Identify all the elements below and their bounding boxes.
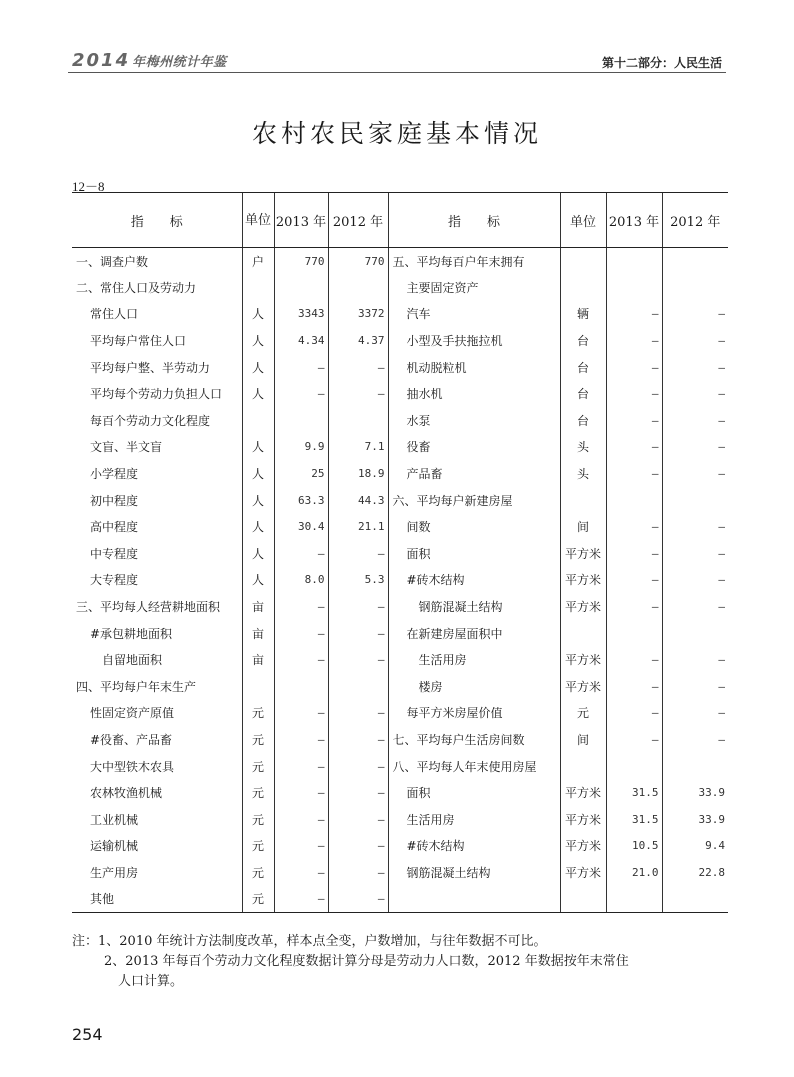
row-value-2012-right: – [662, 726, 728, 753]
row-indicator-right: 钢筋混凝土结构 [388, 859, 560, 886]
row-value-2012-right: – [662, 593, 728, 620]
row-value-2012-right [662, 487, 728, 514]
table-row [72, 779, 728, 806]
row-value-2013-left: – [274, 753, 328, 780]
row-unit-right: 台 [560, 380, 606, 407]
row-unit-left [242, 274, 274, 301]
row-indicator-left: 大专程度 [90, 573, 139, 588]
row-value-2013-left: – [274, 886, 328, 913]
row-value-2013-left: – [274, 354, 328, 381]
row-value-2013-left [274, 274, 328, 301]
table-row [72, 833, 728, 860]
row-value-2013-right [606, 753, 662, 780]
row-value-2012-left: 4.37 [328, 327, 388, 354]
row-unit-left: 人 [242, 434, 274, 461]
row-unit-right [560, 248, 606, 275]
row-value-2012-right: – [662, 567, 728, 594]
row-indicator-left: 一、调查户数 [76, 254, 149, 269]
table-row [72, 753, 728, 780]
table-row [72, 301, 728, 328]
row-indicator-right: 主要固定资产 [388, 274, 560, 301]
row-value-2013-right: – [606, 460, 662, 487]
table-row [72, 434, 728, 461]
row-value-2012-right [662, 620, 728, 647]
row-unit-right: 头 [560, 434, 606, 461]
row-value-2013-right: – [606, 593, 662, 620]
row-unit-left: 亩 [242, 593, 274, 620]
footnote-2-cont: 人口计算。 [118, 974, 184, 989]
row-value-2012-left: – [328, 620, 388, 647]
row-unit-right: 辆 [560, 301, 606, 328]
row-value-2013-right: – [606, 540, 662, 567]
row-value-2012-left: – [328, 540, 388, 567]
row-indicator-left: 二、常住人口及劳动力 [76, 280, 197, 295]
row-value-2013-right [606, 487, 662, 514]
row-value-2012-right: 33.9 [662, 779, 728, 806]
col-header-2012: 2012 年 [328, 193, 388, 248]
table-row [72, 460, 728, 487]
table-row [72, 248, 728, 275]
row-value-2013-left: 30.4 [274, 513, 328, 540]
row-value-2013-right: – [606, 646, 662, 673]
row-value-2012-left: 21.1 [328, 513, 388, 540]
row-indicator-left: 小学程度 [90, 467, 139, 482]
row-value-2013-right: – [606, 327, 662, 354]
row-value-2012-right: – [662, 646, 728, 673]
row-indicator-left: 常住人口 [90, 307, 139, 322]
row-value-2012-right: 9.4 [662, 833, 728, 860]
row-value-2012-left: – [328, 806, 388, 833]
row-value-2013-right: – [606, 700, 662, 727]
row-indicator-right: 八、平均每人年末使用房屋 [388, 753, 560, 780]
row-indicator-right: 生活用房 [388, 646, 560, 673]
row-value-2013-left [274, 407, 328, 434]
row-indicator-left: 初中程度 [90, 493, 139, 508]
col-header-unit: 单位 [242, 193, 274, 248]
row-unit-right [560, 886, 606, 913]
row-unit-right: 台 [560, 327, 606, 354]
row-value-2012-right: 33.9 [662, 806, 728, 833]
row-value-2013-left: – [274, 540, 328, 567]
row-value-2012-left: – [328, 886, 388, 913]
row-value-2013-right: – [606, 726, 662, 753]
row-indicator-right: 楼房 [388, 673, 560, 700]
row-indicator-right: #砖木结构 [388, 567, 560, 594]
row-value-2012-right [662, 886, 728, 913]
running-header-book [72, 50, 227, 71]
row-indicator-left: #役畜、产品畜 [90, 732, 173, 747]
row-value-2012-right: – [662, 407, 728, 434]
row-unit-left: 元 [242, 859, 274, 886]
row-value-2012-right [662, 274, 728, 301]
row-value-2012-left [328, 673, 388, 700]
row-value-2012-left: 3372 [328, 301, 388, 328]
row-indicator-right: 六、平均每户新建房屋 [388, 487, 560, 514]
row-unit-left: 人 [242, 487, 274, 514]
row-value-2012-left: – [328, 646, 388, 673]
row-value-2012-left [328, 274, 388, 301]
row-value-2012-left: – [328, 859, 388, 886]
row-indicator-left: 高中程度 [90, 520, 139, 535]
row-value-2012-right: – [662, 380, 728, 407]
row-unit-right: 平方米 [560, 833, 606, 860]
row-unit-right: 间 [560, 726, 606, 753]
row-unit-left: 元 [242, 726, 274, 753]
row-indicator-right: 每平方米房屋价值 [388, 700, 560, 727]
row-unit-left: 人 [242, 567, 274, 594]
row-unit-left: 亩 [242, 646, 274, 673]
row-value-2013-right: 21.0 [606, 859, 662, 886]
row-value-2013-right: – [606, 434, 662, 461]
row-value-2013-right [606, 620, 662, 647]
row-unit-right: 台 [560, 407, 606, 434]
row-indicator-left: 三、平均每人经营耕地面积 [76, 600, 221, 615]
row-indicator-right: 机动脱粒机 [388, 354, 560, 381]
row-indicator-left: 其他 [72, 886, 242, 913]
row-unit-right: 平方米 [560, 646, 606, 673]
row-value-2012-right: – [662, 327, 728, 354]
row-unit-right [560, 620, 606, 647]
row-unit-right: 平方米 [560, 859, 606, 886]
row-value-2012-right: 22.8 [662, 859, 728, 886]
row-unit-right: 平方米 [560, 673, 606, 700]
row-value-2012-right: – [662, 673, 728, 700]
row-indicator-left: 平均每个劳动力负担人口 [90, 387, 223, 402]
table-row [72, 886, 728, 913]
col-header-indicator-right: 指 标 [388, 193, 560, 248]
row-value-2013-left: – [274, 806, 328, 833]
row-value-2013-right: – [606, 354, 662, 381]
row-value-2012-right [662, 753, 728, 780]
row-value-2012-left: 18.9 [328, 460, 388, 487]
footnote-2: 2、2013 年每百个劳动力文化程度数据计算分母是劳动力人口数，2012 年数据按年末常住 [104, 954, 629, 969]
row-unit-right: 平方米 [560, 567, 606, 594]
col-header-unit-right: 单位 [560, 193, 606, 248]
row-unit-right: 头 [560, 460, 606, 487]
row-value-2012-right: – [662, 434, 728, 461]
row-value-2013-left: – [274, 593, 328, 620]
row-value-2012-right: – [662, 700, 728, 727]
row-value-2012-left: – [328, 354, 388, 381]
row-indicator-right: 水泵 [388, 407, 560, 434]
row-indicator-right: 小型及手扶拖拉机 [388, 327, 560, 354]
row-indicator-left: 四、平均每户年末生产 [76, 679, 197, 694]
row-unit-left: 人 [242, 354, 274, 381]
row-value-2013-left: – [274, 779, 328, 806]
row-value-2012-right: – [662, 513, 728, 540]
row-unit-left: 元 [242, 779, 274, 806]
row-indicator-right: 抽水机 [388, 380, 560, 407]
row-value-2013-right [606, 274, 662, 301]
row-value-2012-right: – [662, 540, 728, 567]
row-indicator-right: 七、平均每户生活房间数 [388, 726, 560, 753]
row-indicator-left: 平均每户常住人口 [90, 334, 187, 349]
row-indicator-right: 钢筋混凝土结构 [388, 593, 560, 620]
page-title: 农村农民家庭基本情况 [251, 119, 542, 148]
table-row [72, 806, 728, 833]
row-indicator-left: 运输机械 [90, 839, 139, 854]
row-value-2013-left: 63.3 [274, 487, 328, 514]
row-value-2013-right: – [606, 407, 662, 434]
row-indicator-right: 产品畜 [388, 460, 560, 487]
row-value-2012-left: – [328, 753, 388, 780]
row-unit-left: 元 [242, 833, 274, 860]
col-header-indicator: 指 标 [72, 193, 242, 248]
row-value-2012-left: – [328, 380, 388, 407]
table-row [72, 593, 728, 620]
row-indicator-left: 生产用房 [90, 865, 139, 880]
table-body [72, 248, 728, 913]
row-value-2013-left: – [274, 726, 328, 753]
page-number: 254 [72, 1025, 103, 1044]
row-unit-left: 元 [242, 806, 274, 833]
table-row [72, 487, 728, 514]
row-value-2012-left [328, 407, 388, 434]
row-unit-left: 元 [242, 886, 274, 913]
table-row [72, 407, 728, 434]
data-table [72, 192, 728, 913]
row-value-2013-left [274, 673, 328, 700]
row-value-2013-right: 10.5 [606, 833, 662, 860]
row-value-2013-right: 31.5 [606, 806, 662, 833]
row-value-2012-right: – [662, 354, 728, 381]
table-row [72, 673, 728, 700]
row-indicator-right: 面积 [388, 779, 560, 806]
row-unit-left [242, 407, 274, 434]
row-value-2012-left: 5.3 [328, 567, 388, 594]
row-unit-left: 亩 [242, 620, 274, 647]
table-row [72, 567, 728, 594]
row-value-2012-left: – [328, 726, 388, 753]
table-row [72, 726, 728, 753]
row-unit-right: 平方米 [560, 779, 606, 806]
row-indicator-right: 汽车 [388, 301, 560, 328]
row-value-2012-left: 770 [328, 248, 388, 275]
row-indicator-right: 在新建房屋面积中 [388, 620, 560, 647]
row-value-2012-left: 44.3 [328, 487, 388, 514]
col-header-2013-right: 2013 年 [606, 193, 662, 248]
row-unit-right: 平方米 [560, 540, 606, 567]
row-value-2012-left: – [328, 700, 388, 727]
table-row [72, 380, 728, 407]
row-indicator-right: 面积 [388, 540, 560, 567]
row-unit-right: 平方米 [560, 806, 606, 833]
row-unit-right: 元 [560, 700, 606, 727]
row-value-2013-left: – [274, 833, 328, 860]
row-value-2013-left: 25 [274, 460, 328, 487]
row-indicator-left: 平均每户整、半劳动力 [90, 360, 211, 375]
table-row [72, 513, 728, 540]
running-header-section: 第十二部分：人民生活 [601, 56, 722, 70]
table-row [72, 327, 728, 354]
row-value-2012-left: – [328, 833, 388, 860]
row-indicator-left: #承包耕地面积 [90, 626, 173, 641]
table-row [72, 274, 728, 301]
row-unit-left: 人 [242, 327, 274, 354]
footnotes [72, 932, 732, 992]
col-header-2013: 2013 年 [274, 193, 328, 248]
table-row [72, 354, 728, 381]
row-value-2013-left: – [274, 700, 328, 727]
row-value-2012-left: – [328, 593, 388, 620]
row-value-2012-left: 7.1 [328, 434, 388, 461]
table-code: 12－8 [72, 179, 105, 194]
row-indicator-right: 生活用房 [388, 806, 560, 833]
row-unit-right [560, 487, 606, 514]
header-book-title: 年梅州统计年鉴 [132, 55, 227, 70]
table-header-row [72, 193, 728, 248]
row-indicator-left: 工业机械 [90, 812, 139, 827]
row-indicator-left: 文盲、半文盲 [90, 440, 163, 455]
row-value-2012-left: – [328, 779, 388, 806]
row-value-2012-right [662, 248, 728, 275]
row-unit-left: 人 [242, 540, 274, 567]
row-unit-left: 元 [242, 753, 274, 780]
row-unit-right: 平方米 [560, 593, 606, 620]
footnote-1: 注：1、2010 年统计方法制度改革，样本点全变，户数增加，与往年数据不可比。 [72, 934, 547, 949]
row-unit-left: 人 [242, 513, 274, 540]
row-indicator-right: 间数 [388, 513, 560, 540]
table-row [72, 646, 728, 673]
row-value-2013-right: – [606, 380, 662, 407]
row-value-2013-right: 31.5 [606, 779, 662, 806]
row-unit-right [560, 274, 606, 301]
row-value-2012-right: – [662, 460, 728, 487]
row-indicator-left: 自留地面积 [102, 653, 163, 668]
row-value-2013-right: – [606, 301, 662, 328]
row-value-2013-right [606, 248, 662, 275]
row-indicator-left: 性固定资产原值 [90, 706, 175, 721]
col-header-2012-right: 2012 年 [662, 193, 728, 248]
row-value-2013-left: 9.9 [274, 434, 328, 461]
row-value-2013-left: 770 [274, 248, 328, 275]
row-indicator-right: 五、平均每百户年末拥有 [388, 248, 560, 275]
row-value-2013-right: – [606, 567, 662, 594]
row-indicator-left: 大中型铁木农具 [90, 759, 175, 774]
table-row [72, 620, 728, 647]
row-unit-left: 元 [242, 700, 274, 727]
row-value-2013-left: – [274, 380, 328, 407]
row-value-2012-right: – [662, 301, 728, 328]
row-indicator-right: #砖木结构 [388, 833, 560, 860]
row-unit-right [560, 753, 606, 780]
row-indicator-right: 役畜 [388, 434, 560, 461]
header-rule [68, 72, 726, 73]
row-indicator-left: 中专程度 [90, 546, 139, 561]
row-value-2013-left: 3343 [274, 301, 328, 328]
row-indicator-left: 每百个劳动力文化程度 [90, 413, 211, 428]
row-value-2013-right [606, 886, 662, 913]
row-unit-left: 人 [242, 460, 274, 487]
row-value-2013-left: – [274, 859, 328, 886]
row-unit-left: 人 [242, 380, 274, 407]
row-value-2013-left: – [274, 620, 328, 647]
row-indicator-left: 农林牧渔机械 [90, 786, 163, 801]
row-value-2013-left: 8.0 [274, 567, 328, 594]
row-unit-left [242, 673, 274, 700]
row-indicator-right [388, 886, 560, 913]
row-value-2013-right: – [606, 513, 662, 540]
row-unit-right: 间 [560, 513, 606, 540]
table-row [72, 859, 728, 886]
header-year: 2014 [72, 50, 131, 71]
table-row [72, 540, 728, 567]
row-unit-left: 人 [242, 301, 274, 328]
row-value-2013-left: 4.34 [274, 327, 328, 354]
row-unit-right: 台 [560, 354, 606, 381]
row-value-2013-right: – [606, 673, 662, 700]
table-row [72, 700, 728, 727]
row-value-2013-left: – [274, 646, 328, 673]
row-unit-left: 户 [242, 248, 274, 275]
